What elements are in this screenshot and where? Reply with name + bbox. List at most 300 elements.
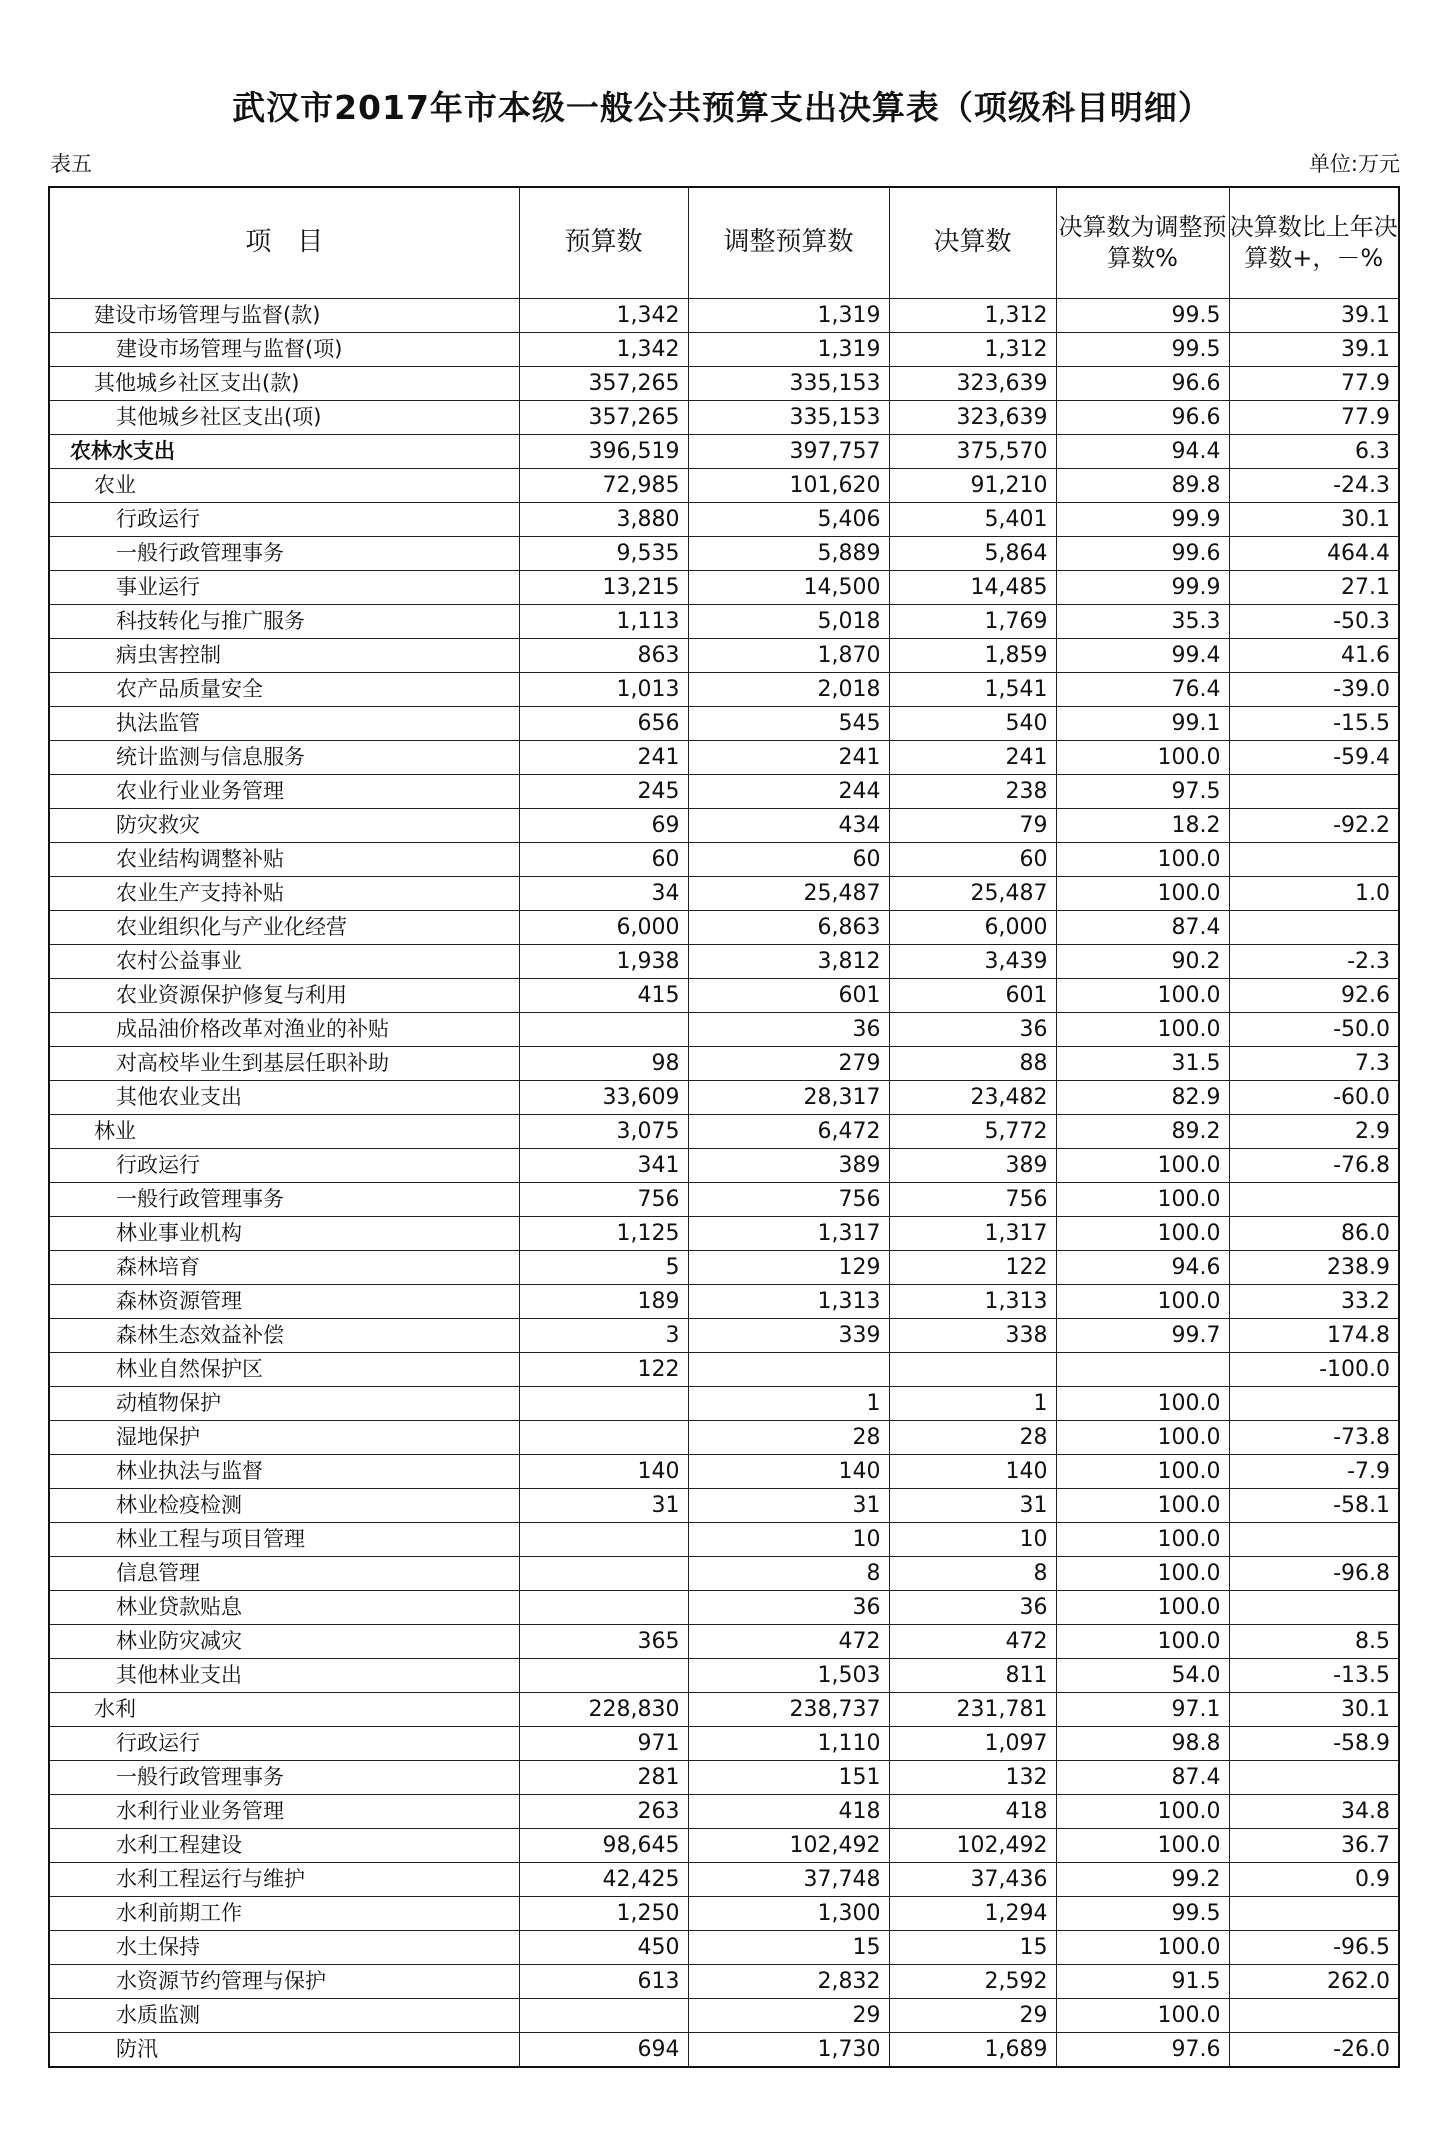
row-change-cell: 30.1 <box>1229 503 1399 537</box>
row-change-cell: 262.0 <box>1229 1965 1399 1999</box>
row-budget-cell: 241 <box>519 741 688 775</box>
row-item-name: 林业检疫检测 <box>49 1489 519 1523</box>
row-budget-cell: 98 <box>519 1047 688 1081</box>
row-adjusted-cell: 151 <box>688 1761 889 1795</box>
row-final-cell: 122 <box>889 1251 1056 1285</box>
row-budget-cell: 1,113 <box>519 605 688 639</box>
row-budget-cell: 756 <box>519 1183 688 1217</box>
row-budget-cell: 3,880 <box>519 503 688 537</box>
page-title: 武汉市2017年市本级一般公共预算支出决算表（项级科目明细） <box>232 88 1212 127</box>
table-row <box>49 435 1399 469</box>
table-body <box>49 299 1399 2068</box>
row-budget-cell: 341 <box>519 1149 688 1183</box>
row-budget-cell: 1,013 <box>519 673 688 707</box>
row-final-cell: 241 <box>889 741 1056 775</box>
row-adjusted-cell: 1,317 <box>688 1217 889 1251</box>
row-budget-cell: 189 <box>519 1285 688 1319</box>
row-pct-cell: 100.0 <box>1056 1387 1229 1421</box>
table-row <box>49 1693 1399 1727</box>
row-item-name: 对高校毕业生到基层任职补助 <box>49 1047 519 1081</box>
row-budget-cell: 1,938 <box>519 945 688 979</box>
table-header-row <box>49 187 1399 299</box>
row-adjusted-cell: 102,492 <box>688 1829 889 1863</box>
row-final-cell: 37,436 <box>889 1863 1056 1897</box>
row-change-cell: -73.8 <box>1229 1421 1399 1455</box>
row-pct-cell: 99.5 <box>1056 333 1229 367</box>
row-item-name: 林业执法与监督 <box>49 1455 519 1489</box>
row-final-cell: 418 <box>889 1795 1056 1829</box>
row-change-cell: 33.2 <box>1229 1285 1399 1319</box>
row-pct-cell: 97.6 <box>1056 2033 1229 2068</box>
row-pct-cell: 87.4 <box>1056 1761 1229 1795</box>
row-adjusted-cell: 6,472 <box>688 1115 889 1149</box>
row-item-name: 建设市场管理与监督(项) <box>49 333 519 367</box>
row-budget-cell: 34 <box>519 877 688 911</box>
row-final-cell: 14,485 <box>889 571 1056 605</box>
row-pct-cell: 100.0 <box>1056 1013 1229 1047</box>
row-item-name: 科技转化与推广服务 <box>49 605 519 639</box>
row-budget-cell <box>519 1013 688 1047</box>
table-row <box>49 1489 1399 1523</box>
table-row <box>49 537 1399 571</box>
row-adjusted-cell: 5,889 <box>688 537 889 571</box>
row-item-name: 农业组织化与产业化经营 <box>49 911 519 945</box>
table-row <box>49 707 1399 741</box>
table-row <box>49 673 1399 707</box>
table-row <box>49 1183 1399 1217</box>
row-pct-cell: 99.9 <box>1056 571 1229 605</box>
row-change-cell <box>1229 911 1399 945</box>
row-adjusted-cell: 1,503 <box>688 1659 889 1693</box>
row-adjusted-cell: 1 <box>688 1387 889 1421</box>
row-final-cell: 102,492 <box>889 1829 1056 1863</box>
row-budget-cell: 1,342 <box>519 333 688 367</box>
row-change-cell: -96.5 <box>1229 1931 1399 1965</box>
row-budget-cell: 613 <box>519 1965 688 1999</box>
row-change-cell: 86.0 <box>1229 1217 1399 1251</box>
table-row <box>49 1761 1399 1795</box>
table-row <box>49 1625 1399 1659</box>
row-adjusted-cell: 28,317 <box>688 1081 889 1115</box>
budget-table <box>48 186 1400 2068</box>
row-change-cell: -58.1 <box>1229 1489 1399 1523</box>
row-final-cell: 88 <box>889 1047 1056 1081</box>
table-row <box>49 1047 1399 1081</box>
row-pct-cell: 31.5 <box>1056 1047 1229 1081</box>
row-pct-cell: 97.5 <box>1056 775 1229 809</box>
row-budget-cell: 396,519 <box>519 435 688 469</box>
row-change-cell: 41.6 <box>1229 639 1399 673</box>
row-change-cell: 30.1 <box>1229 1693 1399 1727</box>
row-final-cell: 28 <box>889 1421 1056 1455</box>
table-row <box>49 1081 1399 1115</box>
row-budget-cell: 1,125 <box>519 1217 688 1251</box>
row-final-cell: 36 <box>889 1013 1056 1047</box>
row-pct-cell: 99.5 <box>1056 1897 1229 1931</box>
row-final-cell: 472 <box>889 1625 1056 1659</box>
row-change-cell: -96.8 <box>1229 1557 1399 1591</box>
row-adjusted-cell: 2,018 <box>688 673 889 707</box>
row-final-cell: 6,000 <box>889 911 1056 945</box>
row-item-name: 农业行业业务管理 <box>49 775 519 809</box>
row-final-cell: 1,859 <box>889 639 1056 673</box>
row-change-cell <box>1229 1387 1399 1421</box>
row-change-cell: -76.8 <box>1229 1149 1399 1183</box>
row-item-name: 林业 <box>49 1115 519 1149</box>
row-pct-cell: 100.0 <box>1056 1149 1229 1183</box>
row-budget-cell: 31 <box>519 1489 688 1523</box>
row-change-cell: -39.0 <box>1229 673 1399 707</box>
row-final-cell: 756 <box>889 1183 1056 1217</box>
row-adjusted-cell: 238,737 <box>688 1693 889 1727</box>
row-adjusted-cell: 129 <box>688 1251 889 1285</box>
row-item-name: 防汛 <box>49 2033 519 2068</box>
table-row <box>49 639 1399 673</box>
table-row <box>49 1999 1399 2033</box>
row-adjusted-cell: 36 <box>688 1013 889 1047</box>
table-row <box>49 1285 1399 1319</box>
table-row <box>49 1387 1399 1421</box>
row-change-cell <box>1229 1183 1399 1217</box>
row-final-cell: 811 <box>889 1659 1056 1693</box>
row-pct-cell: 90.2 <box>1056 945 1229 979</box>
row-pct-cell: 100.0 <box>1056 877 1229 911</box>
row-pct-cell: 18.2 <box>1056 809 1229 843</box>
row-item-name: 农林水支出 <box>49 435 519 469</box>
row-pct-cell: 35.3 <box>1056 605 1229 639</box>
table-row <box>49 1557 1399 1591</box>
row-adjusted-cell: 36 <box>688 1591 889 1625</box>
row-pct-cell: 100.0 <box>1056 1489 1229 1523</box>
table-row <box>49 1421 1399 1455</box>
row-item-name: 水土保持 <box>49 1931 519 1965</box>
row-final-cell: 23,482 <box>889 1081 1056 1115</box>
row-change-cell: 39.1 <box>1229 333 1399 367</box>
row-pct-cell: 99.5 <box>1056 299 1229 333</box>
row-final-cell: 5,401 <box>889 503 1056 537</box>
row-change-cell <box>1229 1523 1399 1557</box>
row-pct-cell: 76.4 <box>1056 673 1229 707</box>
row-change-cell <box>1229 1761 1399 1795</box>
row-item-name: 森林生态效益补偿 <box>49 1319 519 1353</box>
table-row <box>49 469 1399 503</box>
row-adjusted-cell: 434 <box>688 809 889 843</box>
row-budget-cell <box>519 1523 688 1557</box>
row-change-cell: 8.5 <box>1229 1625 1399 1659</box>
row-change-cell <box>1229 1999 1399 2033</box>
row-item-name: 农村公益事业 <box>49 945 519 979</box>
row-item-name: 其他城乡社区支出(项) <box>49 401 519 435</box>
row-item-name: 农业资源保护修复与利用 <box>49 979 519 1013</box>
table-row <box>49 945 1399 979</box>
row-change-cell: -24.3 <box>1229 469 1399 503</box>
row-item-name: 水利工程建设 <box>49 1829 519 1863</box>
row-adjusted-cell: 14,500 <box>688 571 889 605</box>
row-pct-cell: 98.8 <box>1056 1727 1229 1761</box>
table-row <box>49 775 1399 809</box>
row-budget-cell <box>519 1557 688 1591</box>
row-change-cell: -58.9 <box>1229 1727 1399 1761</box>
row-pct-cell: 100.0 <box>1056 1217 1229 1251</box>
table-row <box>49 503 1399 537</box>
table-row <box>49 605 1399 639</box>
row-pct-cell: 97.1 <box>1056 1693 1229 1727</box>
row-final-cell: 231,781 <box>889 1693 1056 1727</box>
row-item-name: 林业防灾减灾 <box>49 1625 519 1659</box>
row-change-cell: 2.9 <box>1229 1115 1399 1149</box>
row-item-name: 林业贷款贴息 <box>49 1591 519 1625</box>
row-adjusted-cell <box>688 1353 889 1387</box>
row-budget-cell: 6,000 <box>519 911 688 945</box>
row-final-cell <box>889 1353 1056 1387</box>
row-final-cell: 132 <box>889 1761 1056 1795</box>
row-adjusted-cell: 1,319 <box>688 333 889 367</box>
row-pct-cell: 100.0 <box>1056 1829 1229 1863</box>
row-final-cell: 79 <box>889 809 1056 843</box>
row-item-name: 成品油价格改革对渔业的补贴 <box>49 1013 519 1047</box>
row-final-cell: 375,570 <box>889 435 1056 469</box>
table-row <box>49 571 1399 605</box>
header-adjusted: 调整预算数 <box>688 187 889 299</box>
table-row <box>49 2033 1399 2068</box>
table-row <box>49 1829 1399 1863</box>
row-final-cell: 31 <box>889 1489 1056 1523</box>
row-final-cell: 5,864 <box>889 537 1056 571</box>
row-adjusted-cell: 1,870 <box>688 639 889 673</box>
row-change-cell: -100.0 <box>1229 1353 1399 1387</box>
row-pct-cell: 99.9 <box>1056 503 1229 537</box>
row-change-cell: -60.0 <box>1229 1081 1399 1115</box>
row-item-name: 森林资源管理 <box>49 1285 519 1319</box>
table-row <box>49 1217 1399 1251</box>
row-final-cell: 5,772 <box>889 1115 1056 1149</box>
row-final-cell: 540 <box>889 707 1056 741</box>
row-pct-cell: 99.1 <box>1056 707 1229 741</box>
row-change-cell: 36.7 <box>1229 1829 1399 1863</box>
row-item-name: 湿地保护 <box>49 1421 519 1455</box>
row-final-cell: 25,487 <box>889 877 1056 911</box>
row-final-cell: 601 <box>889 979 1056 1013</box>
row-budget-cell: 42,425 <box>519 1863 688 1897</box>
row-adjusted-cell: 1,319 <box>688 299 889 333</box>
row-budget-cell: 971 <box>519 1727 688 1761</box>
row-budget-cell <box>519 1659 688 1693</box>
row-budget-cell: 98,645 <box>519 1829 688 1863</box>
table-row <box>49 741 1399 775</box>
table-row <box>49 1319 1399 1353</box>
row-change-cell: 92.6 <box>1229 979 1399 1013</box>
table-row <box>49 979 1399 1013</box>
header-pct-adjusted: 决算数为调整预算数% <box>1056 187 1229 299</box>
table-row <box>49 1931 1399 1965</box>
row-adjusted-cell: 5,018 <box>688 605 889 639</box>
row-item-name: 农业生产支持补贴 <box>49 877 519 911</box>
row-budget-cell: 263 <box>519 1795 688 1829</box>
row-final-cell: 1,317 <box>889 1217 1056 1251</box>
row-adjusted-cell: 1,313 <box>688 1285 889 1319</box>
row-item-name: 森林培育 <box>49 1251 519 1285</box>
row-final-cell: 140 <box>889 1455 1056 1489</box>
row-adjusted-cell: 1,300 <box>688 1897 889 1931</box>
row-change-cell: 77.9 <box>1229 401 1399 435</box>
row-adjusted-cell: 545 <box>688 707 889 741</box>
row-change-cell: 34.8 <box>1229 1795 1399 1829</box>
row-item-name: 一般行政管理事务 <box>49 537 519 571</box>
row-item-name: 行政运行 <box>49 1727 519 1761</box>
row-budget-cell: 450 <box>519 1931 688 1965</box>
row-change-cell: 464.4 <box>1229 537 1399 571</box>
row-adjusted-cell: 8 <box>688 1557 889 1591</box>
row-change-cell <box>1229 775 1399 809</box>
row-budget-cell: 5 <box>519 1251 688 1285</box>
row-item-name: 水利行业业务管理 <box>49 1795 519 1829</box>
row-final-cell: 1,541 <box>889 673 1056 707</box>
row-final-cell: 2,592 <box>889 1965 1056 1999</box>
row-pct-cell: 100.0 <box>1056 1999 1229 2033</box>
row-budget-cell: 365 <box>519 1625 688 1659</box>
row-budget-cell: 1,250 <box>519 1897 688 1931</box>
table-row <box>49 333 1399 367</box>
row-pct-cell: 99.7 <box>1056 1319 1229 1353</box>
row-final-cell: 1,097 <box>889 1727 1056 1761</box>
row-budget-cell: 13,215 <box>519 571 688 605</box>
row-adjusted-cell: 601 <box>688 979 889 1013</box>
row-budget-cell: 245 <box>519 775 688 809</box>
row-adjusted-cell: 397,757 <box>688 435 889 469</box>
row-item-name: 水利工程运行与维护 <box>49 1863 519 1897</box>
row-change-cell: -26.0 <box>1229 2033 1399 2068</box>
row-item-name: 水资源节约管理与保护 <box>49 1965 519 1999</box>
row-final-cell: 323,639 <box>889 401 1056 435</box>
row-change-cell <box>1229 1897 1399 1931</box>
row-pct-cell: 89.8 <box>1056 469 1229 503</box>
row-budget-cell: 281 <box>519 1761 688 1795</box>
row-pct-cell: 82.9 <box>1056 1081 1229 1115</box>
row-pct-cell: 89.2 <box>1056 1115 1229 1149</box>
row-item-name: 林业自然保护区 <box>49 1353 519 1387</box>
row-change-cell: -15.5 <box>1229 707 1399 741</box>
row-item-name: 水利 <box>49 1693 519 1727</box>
table-row <box>49 1523 1399 1557</box>
row-final-cell: 15 <box>889 1931 1056 1965</box>
row-pct-cell: 96.6 <box>1056 401 1229 435</box>
table-row <box>49 877 1399 911</box>
row-item-name: 林业工程与项目管理 <box>49 1523 519 1557</box>
row-final-cell: 91,210 <box>889 469 1056 503</box>
row-pct-cell: 99.4 <box>1056 639 1229 673</box>
header-pct-change: 决算数比上年决算数+，－% <box>1229 187 1399 299</box>
row-pct-cell: 100.0 <box>1056 741 1229 775</box>
row-budget-cell: 9,535 <box>519 537 688 571</box>
row-budget-cell: 863 <box>519 639 688 673</box>
row-change-cell: 1.0 <box>1229 877 1399 911</box>
row-pct-cell: 100.0 <box>1056 1557 1229 1591</box>
row-final-cell: 1 <box>889 1387 1056 1421</box>
row-budget-cell: 122 <box>519 1353 688 1387</box>
row-final-cell: 1,312 <box>889 299 1056 333</box>
row-item-name: 行政运行 <box>49 1149 519 1183</box>
table-row <box>49 1353 1399 1387</box>
row-pct-cell: 100.0 <box>1056 1455 1229 1489</box>
header-final: 决算数 <box>889 187 1056 299</box>
row-item-name: 其他城乡社区支出(款) <box>49 367 519 401</box>
row-change-cell: 6.3 <box>1229 435 1399 469</box>
row-final-cell: 8 <box>889 1557 1056 1591</box>
row-adjusted-cell: 418 <box>688 1795 889 1829</box>
row-adjusted-cell: 3,812 <box>688 945 889 979</box>
row-change-cell: 174.8 <box>1229 1319 1399 1353</box>
row-change-cell: -7.9 <box>1229 1455 1399 1489</box>
table-row <box>49 1115 1399 1149</box>
row-change-cell: -59.4 <box>1229 741 1399 775</box>
row-budget-cell: 60 <box>519 843 688 877</box>
row-pct-cell: 100.0 <box>1056 1421 1229 1455</box>
row-item-name: 林业事业机构 <box>49 1217 519 1251</box>
table-row <box>49 1897 1399 1931</box>
row-budget-cell: 3,075 <box>519 1115 688 1149</box>
row-adjusted-cell: 756 <box>688 1183 889 1217</box>
row-adjusted-cell: 6,863 <box>688 911 889 945</box>
row-pct-cell: 100.0 <box>1056 1591 1229 1625</box>
table-row <box>49 1149 1399 1183</box>
table-row <box>49 1455 1399 1489</box>
row-item-name: 行政运行 <box>49 503 519 537</box>
row-budget-cell: 69 <box>519 809 688 843</box>
row-adjusted-cell: 15 <box>688 1931 889 1965</box>
header-budget: 预算数 <box>519 187 688 299</box>
table-number: 表五 <box>50 152 92 176</box>
row-pct-cell: 54.0 <box>1056 1659 1229 1693</box>
table-row <box>49 1013 1399 1047</box>
row-pct-cell: 87.4 <box>1056 911 1229 945</box>
row-budget-cell: 357,265 <box>519 367 688 401</box>
row-adjusted-cell: 31 <box>688 1489 889 1523</box>
header-item: 项 目 <box>49 187 519 299</box>
table-row <box>49 299 1399 333</box>
row-item-name: 建设市场管理与监督(款) <box>49 299 519 333</box>
row-item-name: 一般行政管理事务 <box>49 1761 519 1795</box>
row-item-name: 农业 <box>49 469 519 503</box>
table-row <box>49 1795 1399 1829</box>
row-pct-cell: 94.4 <box>1056 435 1229 469</box>
row-change-cell: 27.1 <box>1229 571 1399 605</box>
table-row <box>49 367 1399 401</box>
row-change-cell: 0.9 <box>1229 1863 1399 1897</box>
row-item-name: 事业运行 <box>49 571 519 605</box>
table-row <box>49 401 1399 435</box>
row-change-cell <box>1229 1591 1399 1625</box>
row-adjusted-cell: 1,730 <box>688 2033 889 2068</box>
table-row <box>49 1659 1399 1693</box>
row-change-cell: 238.9 <box>1229 1251 1399 1285</box>
row-budget-cell <box>519 1591 688 1625</box>
row-adjusted-cell: 335,153 <box>688 367 889 401</box>
row-budget-cell: 140 <box>519 1455 688 1489</box>
row-item-name: 防灾救灾 <box>49 809 519 843</box>
table-row <box>49 911 1399 945</box>
row-change-cell: 77.9 <box>1229 367 1399 401</box>
row-change-cell: -2.3 <box>1229 945 1399 979</box>
row-item-name: 动植物保护 <box>49 1387 519 1421</box>
table-row <box>49 809 1399 843</box>
row-final-cell: 338 <box>889 1319 1056 1353</box>
row-item-name: 统计监测与信息服务 <box>49 741 519 775</box>
row-adjusted-cell: 2,832 <box>688 1965 889 1999</box>
row-budget-cell: 656 <box>519 707 688 741</box>
row-final-cell: 1,313 <box>889 1285 1056 1319</box>
row-adjusted-cell: 1,110 <box>688 1727 889 1761</box>
row-adjusted-cell: 29 <box>688 1999 889 2033</box>
